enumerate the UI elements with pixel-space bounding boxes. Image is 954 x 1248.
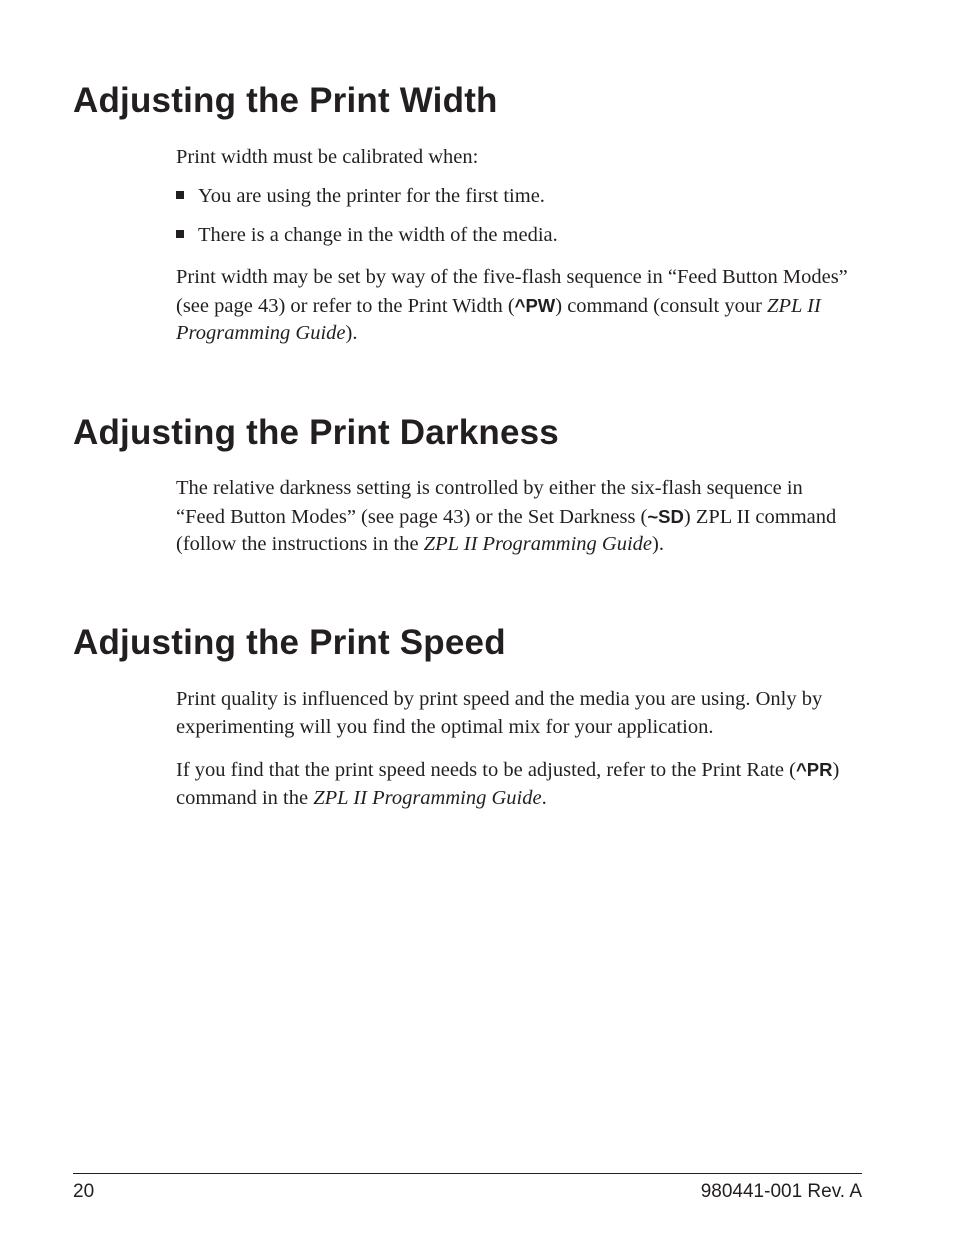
list-item <box>176 183 545 211</box>
guide-title: ZPL II Programming Guide <box>423 533 653 555</box>
paragraph-text: If you find that the print speed needs to be adjusted, refer to the Print Rate ( <box>176 759 796 781</box>
list-item-text: You are using the printer for the first time. <box>198 185 545 207</box>
paragraph-text: ) command (consult your <box>555 294 768 317</box>
footer-divider <box>73 1173 862 1174</box>
guide-title: ZPL II Programming Guide <box>176 294 821 344</box>
intro-text: Print width must be calibrated when: <box>176 146 479 168</box>
paragraph-text: . <box>541 786 547 809</box>
print-speed-paragraph: Print quality is influenced by print speed and the media you are using. Only by experimenting will you find the optimal mix for your application. <box>176 688 823 738</box>
square-bullet-icon <box>176 191 184 199</box>
heading-print-darkness: Adjusting the Print Darkness <box>73 413 559 452</box>
paragraph-text: The relative darkness setting is controlled by either the six-flash sequence in “Feed Button Modes” (see page 43) or the Set Darkness ( <box>176 477 803 528</box>
list-item-text: There is a change in the width of the media. <box>198 224 558 246</box>
page-number: 20 <box>73 1181 95 1202</box>
command-code: ^PW <box>514 294 556 316</box>
print-rate-paragraph <box>176 756 856 812</box>
paragraph-text: ). <box>345 322 358 344</box>
command-code: ~SD <box>647 505 684 527</box>
guide-title: ZPL II Programming Guide <box>313 786 542 809</box>
paragraph-text: ). <box>652 533 664 555</box>
list-item <box>176 222 558 250</box>
square-bullet-icon <box>176 230 184 238</box>
command-code: ^PR <box>795 759 833 780</box>
paragraph-text: Print width may be set by way of the five-flash sequence in “Feed Button Modes” (see page 43) or refer to the Print Width ( <box>176 266 848 317</box>
heading-print-width: Adjusting the Print Width <box>73 81 498 120</box>
document-id: 980441-001 Rev. A <box>700 1181 862 1202</box>
paragraph-text: ) ZPL II command (follow the instructions in the <box>176 505 837 555</box>
print-darkness-paragraph <box>176 475 856 559</box>
paragraph-text: ) command in the <box>176 759 840 809</box>
heading-print-speed: Adjusting the Print Speed <box>73 623 506 662</box>
print-width-paragraph <box>176 264 856 348</box>
